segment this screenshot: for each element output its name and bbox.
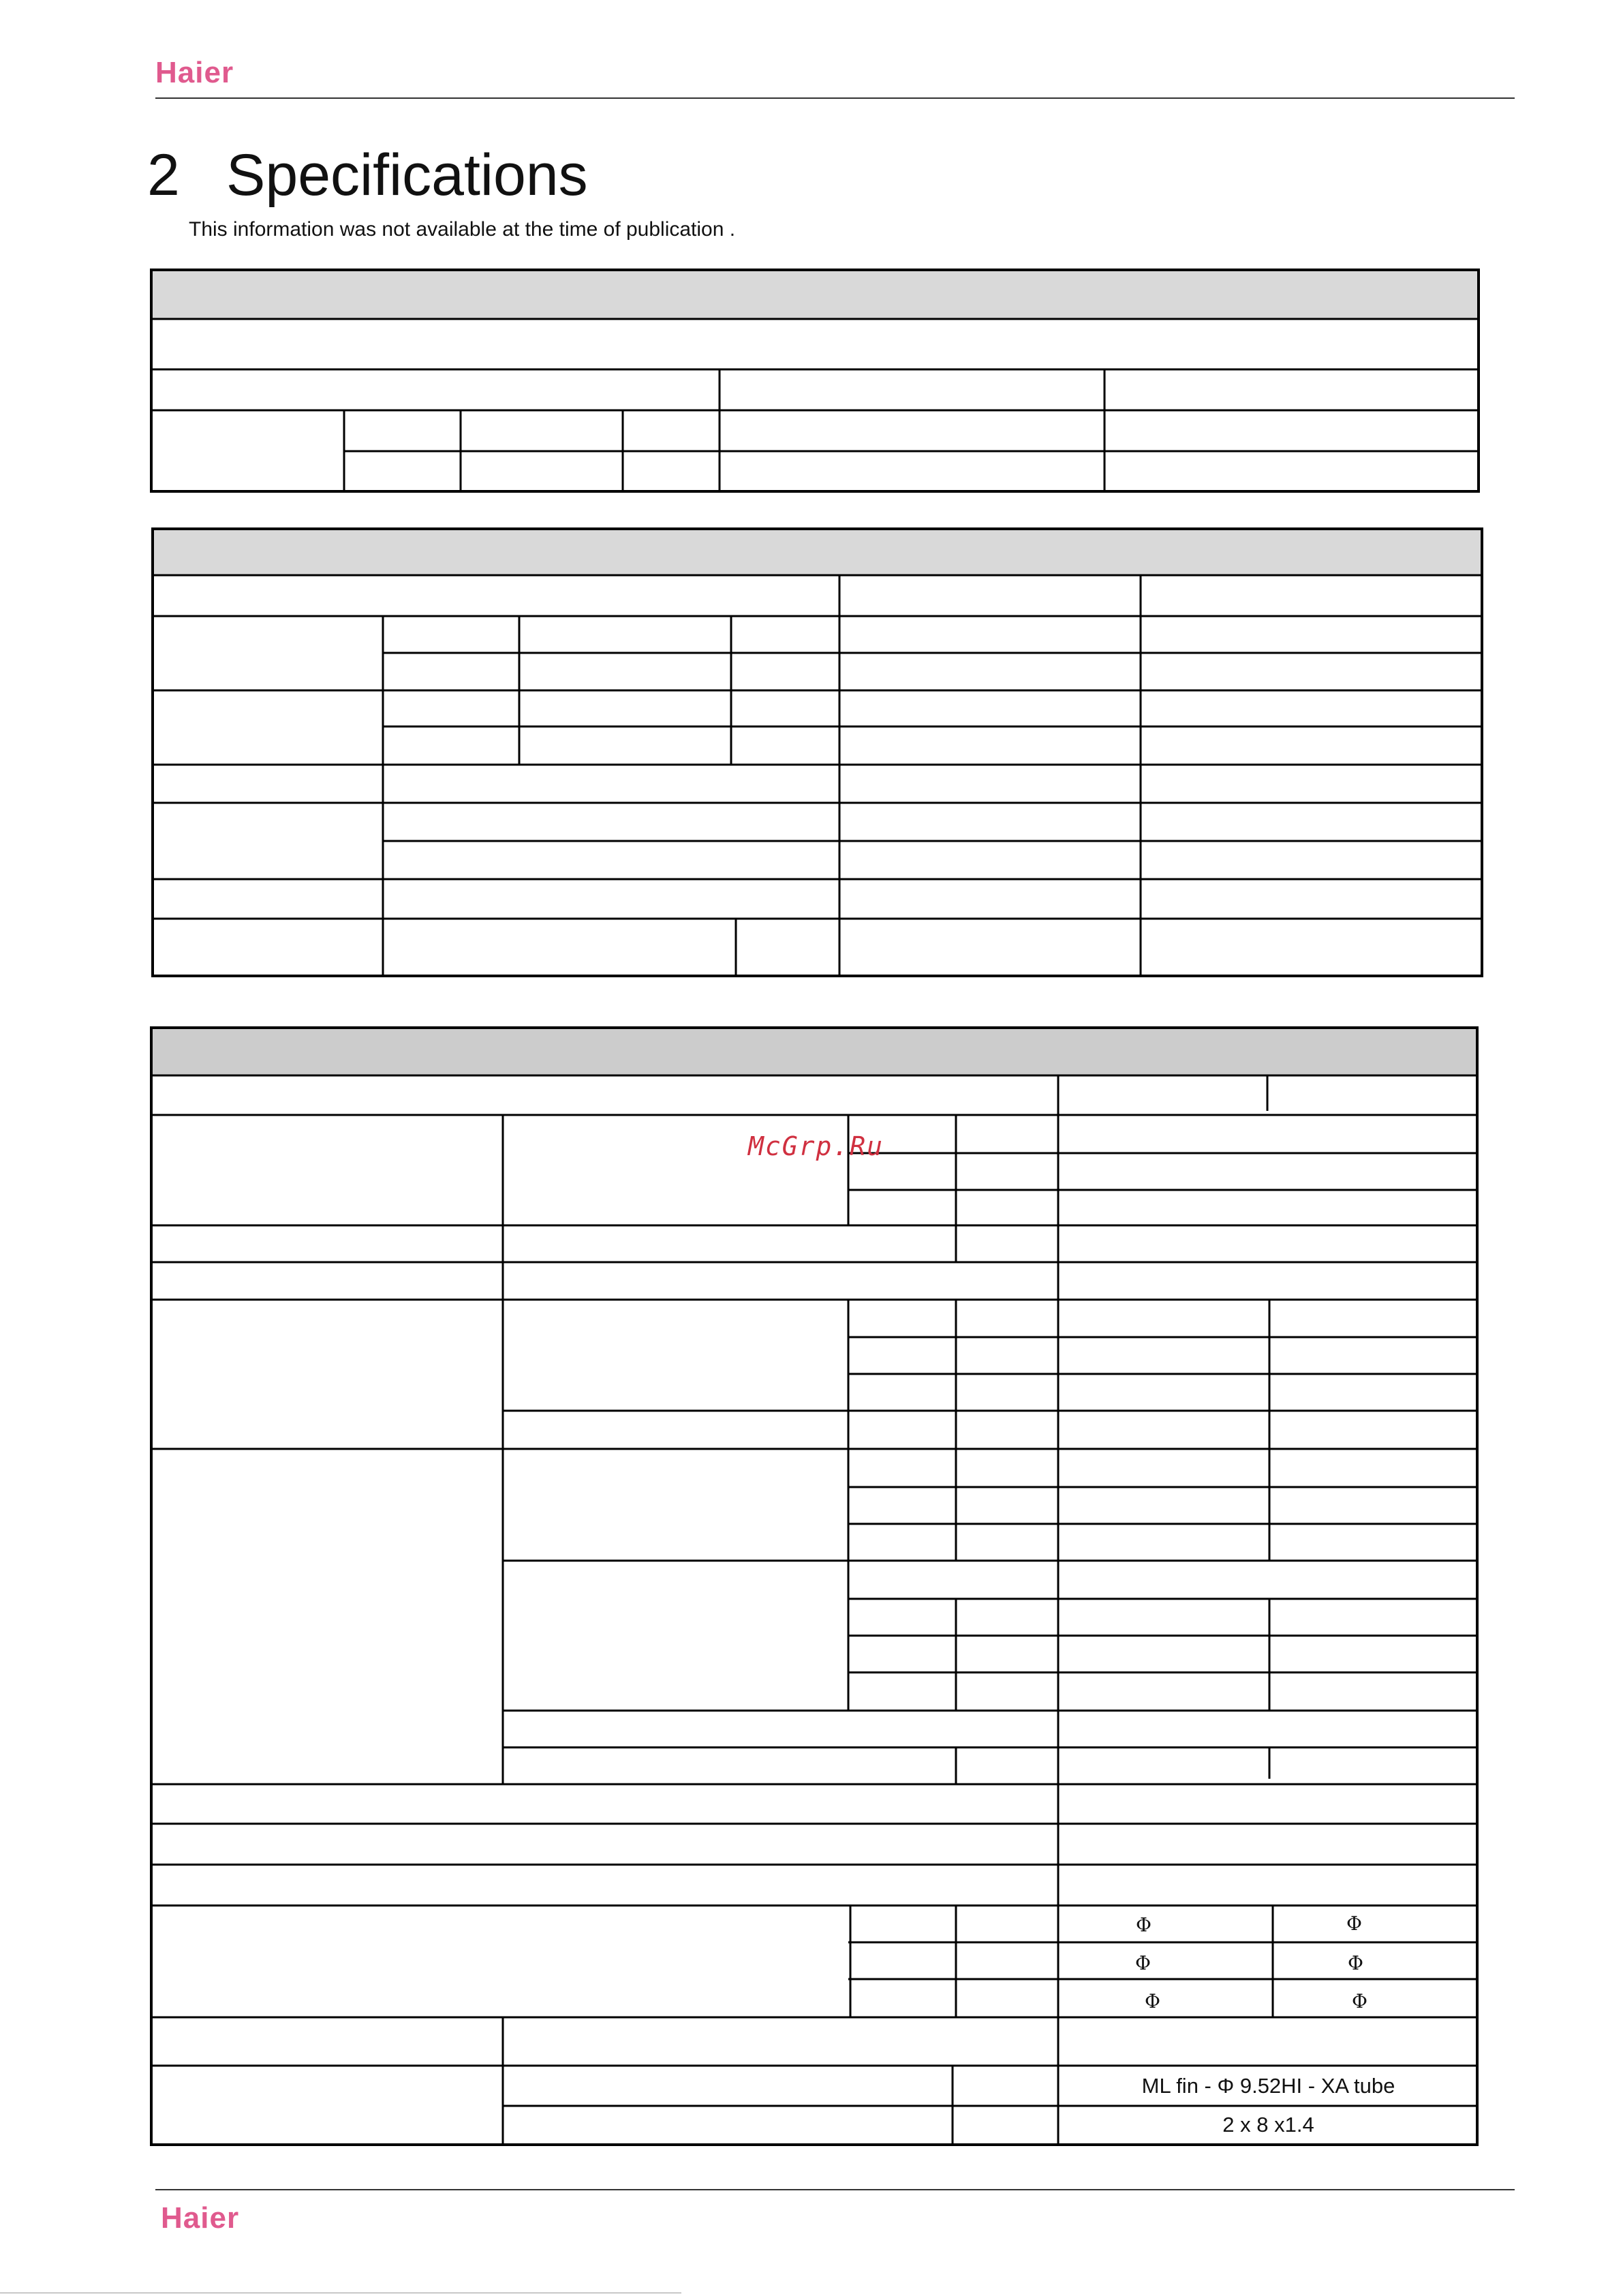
table-grid [150,269,1480,493]
phi-symbol: Φ [1135,1952,1151,1974]
spec-table-indoor-unit [150,1026,1479,2146]
fin-type-value: ML fin - Φ 9.52HI - XA tube [1141,2074,1395,2098]
section-title: Specifications [226,142,588,208]
haier-logo-header: Haier [155,56,234,89]
spec-table-performance [151,527,1483,977]
spec-table-general [150,269,1480,493]
footer-divider [155,2189,1515,2190]
phi-symbol: Φ [1348,1952,1363,1974]
fin-dimensions-value: 2 x 8 x1.4 [1222,2113,1314,2137]
section-number: 2 [147,142,180,208]
phi-symbol: Φ [1346,1912,1362,1935]
phi-symbol: Φ [1352,1990,1367,2012]
table-grid [150,1026,1479,2146]
watermark-text: McGrp.Ru [748,1131,884,1161]
phi-symbol: Φ [1145,1990,1160,2012]
section-heading [147,142,588,209]
table-grid [151,527,1483,977]
availability-note: This information was not available at the time of publication . [189,218,736,241]
haier-logo-footer: Haier [161,2201,240,2235]
header-divider [155,97,1515,99]
phi-symbol: Φ [1136,1914,1151,1936]
